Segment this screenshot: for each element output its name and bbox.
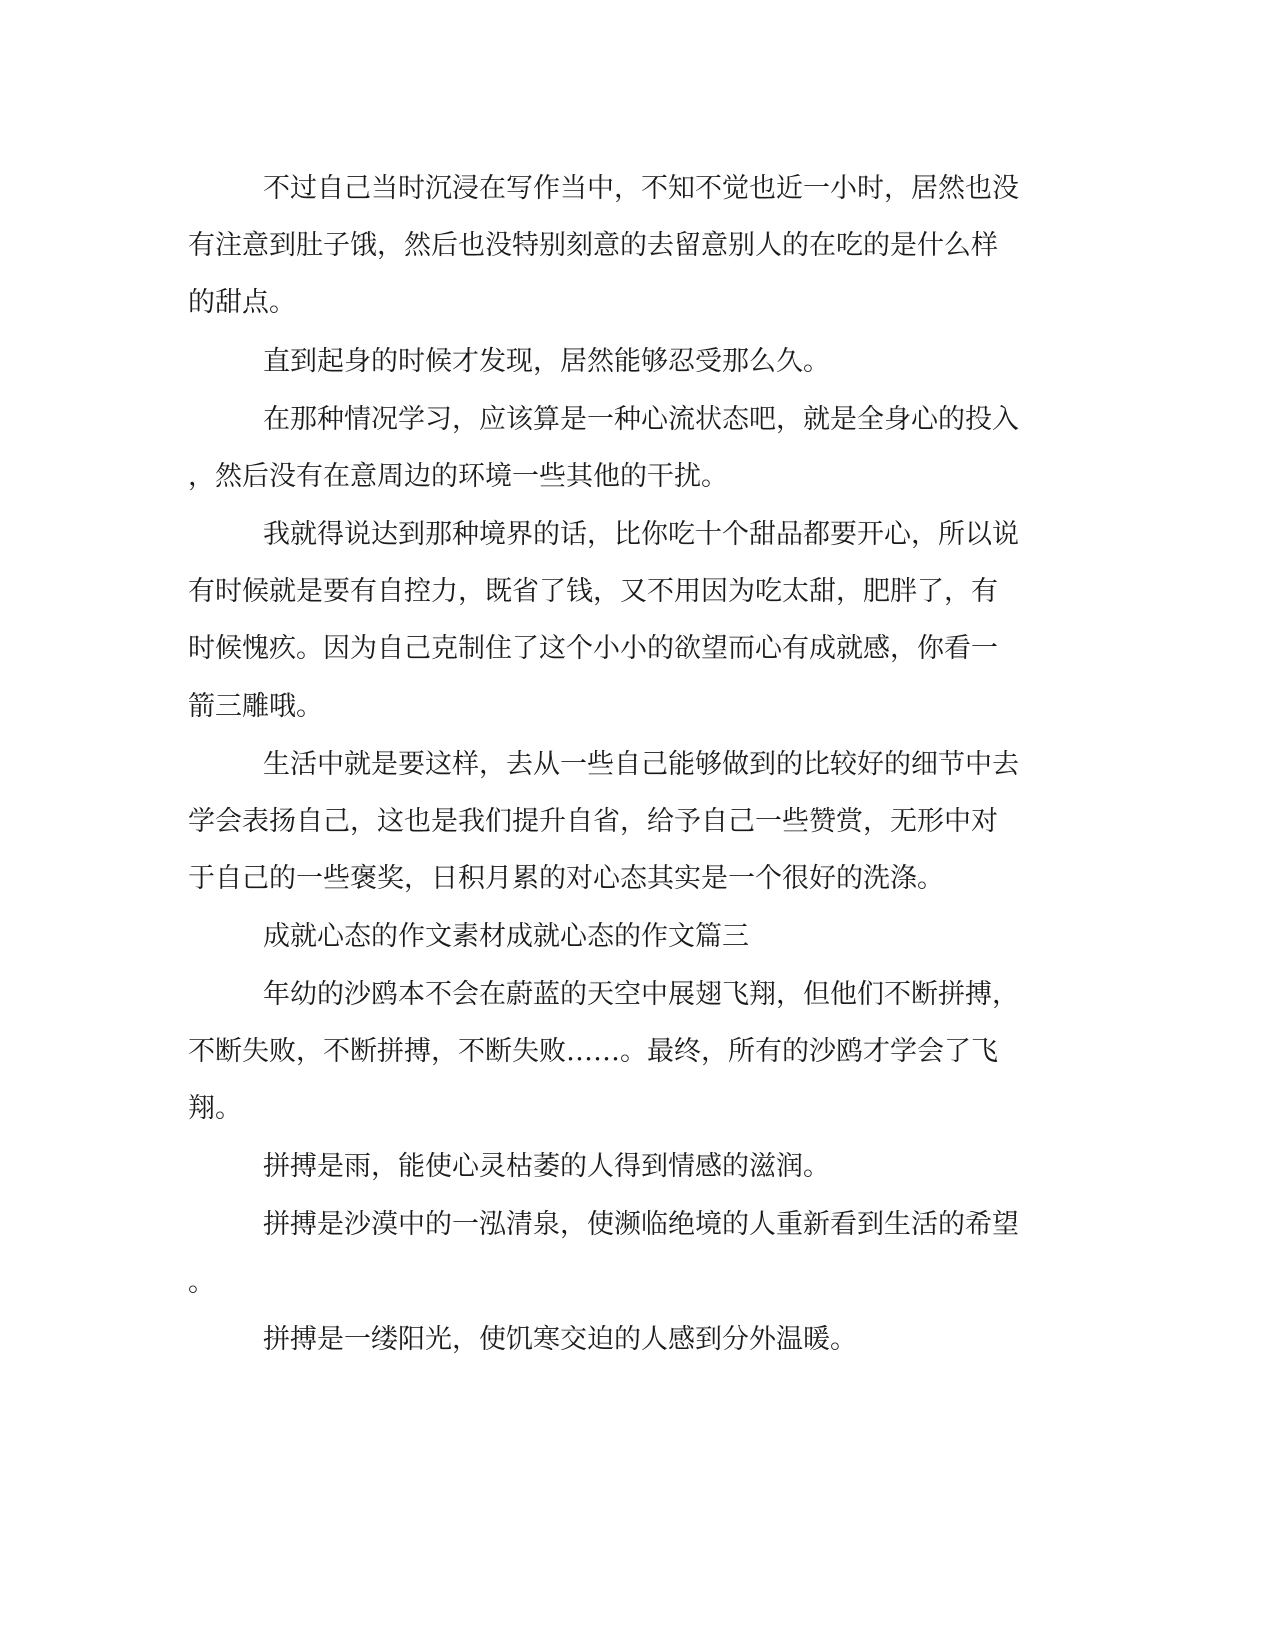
text-line: 于自己的一些褒奖，日积月累的对心态其实是一个很好的洗涤。 xyxy=(188,863,944,894)
text-line: 在那种情况学习，应该算是一种心流状态吧，就是全身心的投入 xyxy=(263,404,1019,435)
text-line: 拼搏是雨，能使心灵枯萎的人得到情感的滋润。 xyxy=(263,1151,830,1182)
text-line: 拼搏是一缕阳光，使饥寒交迫的人感到分外温暖。 xyxy=(263,1324,857,1355)
text-line: 翔。 xyxy=(188,1093,242,1124)
text-line: 不断失败，不断拼搏，不断失败……。最终，所有的沙鸥才学会了飞 xyxy=(188,1036,998,1067)
text-line: 学会表扬自己，这也是我们提升自省，给予自己一些赞赏，无形中对 xyxy=(188,806,998,837)
text-line: 的甜点。 xyxy=(188,287,296,318)
text-line: 我就得说达到那种境界的话，比你吃十个甜品都要开心，所以说 xyxy=(263,519,1019,550)
text-line: 生活中就是要这样，去从一些自己能够做到的比较好的细节中去 xyxy=(263,749,1019,780)
text-line: 有注意到肚子饿，然后也没特别刻意的去留意别人的在吃的是什么样 xyxy=(188,230,998,261)
text-line: 有时候就是要有自控力，既省了钱，又不用因为吃太甜，肥胖了，有 xyxy=(188,576,998,607)
section-heading: 成就心态的作文素材成就心态的作文篇三 xyxy=(263,921,749,952)
text-line: 拼搏是沙漠中的一泓清泉，使濒临绝境的人重新看到生活的希望 xyxy=(263,1209,1019,1240)
text-line: 不过自己当时沉浸在写作当中，不知不觉也近一小时，居然也没 xyxy=(263,173,1019,204)
text-line: 年幼的沙鸥本不会在蔚蓝的天空中展翅飞翔，但他们不断拼搏， xyxy=(263,979,1019,1010)
text-line: 时候愧疚。因为自己克制住了这个小小的欲望而心有成就感，你看一 xyxy=(188,633,998,664)
text-line: ，然后没有在意周边的环境一些其他的干扰。 xyxy=(188,461,728,492)
text-line: 箭三雕哦。 xyxy=(188,691,323,722)
text-line: 。 xyxy=(188,1267,215,1298)
text-line: 直到起身的时候才发现，居然能够忍受那么久。 xyxy=(263,346,830,377)
